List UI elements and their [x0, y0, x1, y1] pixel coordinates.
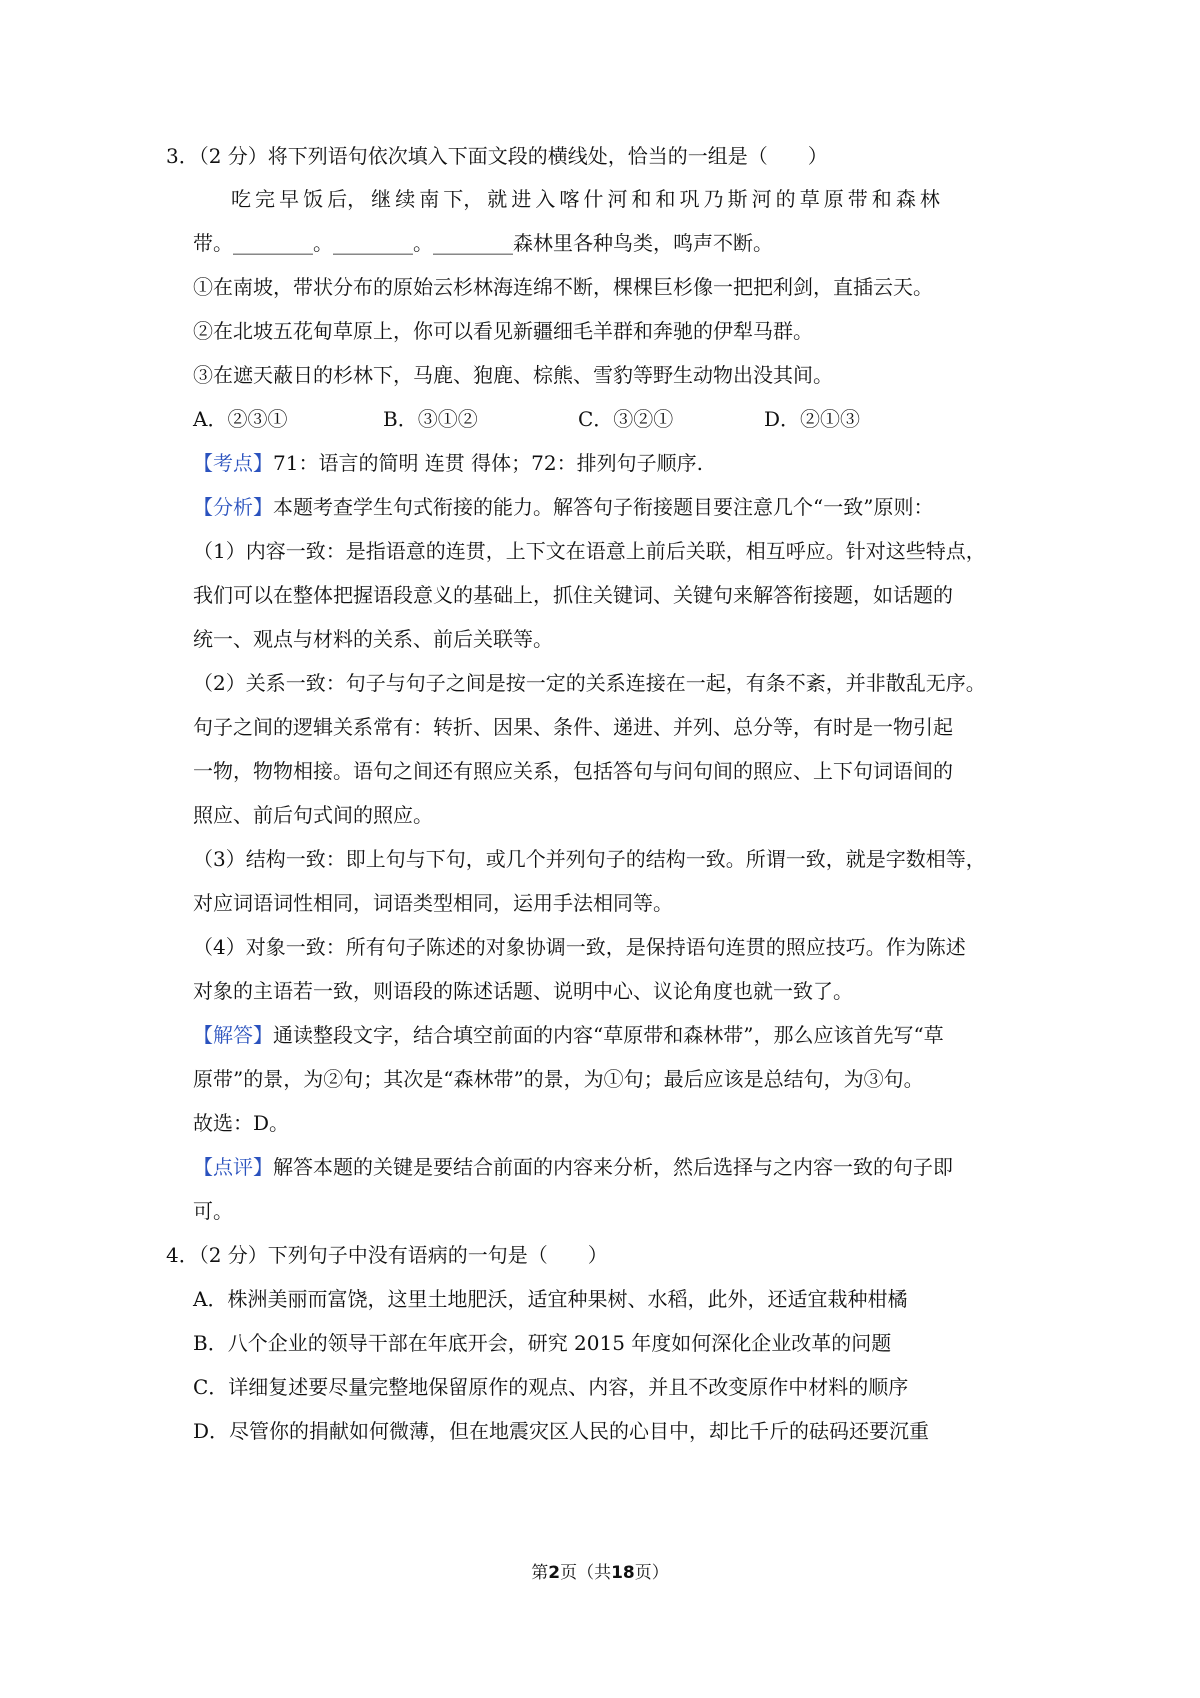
dianping-line-1	[193, 1153, 953, 1181]
passage-char: 巩	[679, 187, 700, 211]
principle-2-line-4: 照应、前后句式间的照应。	[193, 803, 433, 827]
passage-char: 饭	[303, 187, 324, 211]
footer-total-pages: 18	[611, 1563, 635, 1583]
q4-option-b: B．八个企业的领导干部在年底开会，研究 2015 年度如何深化企业改革的问题	[193, 1331, 892, 1355]
principle-2-line-2: 句子之间的逻辑关系常有：转折、因果、条件、递进、并列、总分等，有时是一物引起	[193, 715, 953, 739]
passage-char: 什	[583, 187, 604, 211]
question-3-stem: 3．（2 分）将下列语句依次填入下面文段的横线处，恰当的一组是（ ）	[166, 144, 828, 168]
principle-1-line-1: （1）内容一致：是指语意的连贯，上下文在语意上前后关联，相互呼应。针对这些特点，	[193, 539, 986, 563]
footer-page-number: 2	[548, 1563, 561, 1583]
passage-char: 入	[535, 187, 556, 211]
passage-char: 和	[871, 187, 892, 211]
passage-char: 和	[631, 187, 652, 211]
principle-3-line-1: （3）结构一致：即上句与下句，或几个并列句子的结构一致。所谓一致，就是字数相等，	[193, 847, 986, 871]
passage-char: 河	[751, 187, 772, 211]
footer-post: 页）	[634, 1563, 669, 1583]
question-4-stem: 4．（2 分）下列句子中没有语病的一句是（ ）	[166, 1243, 608, 1267]
passage-char: 带	[847, 187, 868, 211]
fenxi-line	[193, 493, 933, 521]
passage-char: 南	[419, 187, 440, 211]
principle-1-line-2: 我们可以在整体把握语段意义的基础上，抓住关键词、关键句来解答衔接题，如话题的	[193, 583, 953, 607]
q4-option-a: A．株洲美丽而富饶，这里土地肥沃，适宜种果树、水稻，此外，还适宜栽种柑橘	[193, 1287, 908, 1311]
dianping-tag: 【点评】	[193, 1155, 273, 1179]
dianping-text: 解答本题的关键是要结合前面的内容来分析，然后选择与之内容一致的句子即	[273, 1155, 953, 1179]
kaodian-text: 71：语言的简明 连贯 得体；72：排列句子顺序.	[273, 451, 703, 475]
passage-char: 林	[919, 187, 940, 211]
passage-char: 原	[823, 187, 844, 211]
passage-line-1	[231, 185, 940, 213]
option-c: C．③②①	[578, 407, 674, 431]
passage-char: 后，	[327, 187, 368, 211]
principle-2-line-1: （2）关系一致：句子与句子之间是按一定的关系连接在一起，有条不紊，并非散乱无序。	[193, 671, 986, 695]
jieda-text: 通读整段文字，结合填空前面的内容“草原带和森林带”，那么应该首先写“草	[273, 1023, 944, 1047]
passage-char: 下，	[443, 187, 484, 211]
passage-char: 就	[487, 187, 508, 211]
passage-char: 的	[775, 187, 796, 211]
passage-char: 乃	[703, 187, 724, 211]
principle-2-line-3: 一物，物物相接。语句之间还有照应关系，包括答句与问句间的照应、上下句词语间的	[193, 759, 953, 783]
kaodian-tag: 【考点】	[193, 451, 273, 475]
jieda-line-3: 故选：D。	[193, 1111, 290, 1135]
sentence-item-3: ③在遮天蔽日的杉林下，马鹿、狍鹿、棕熊、雪豹等野生动物出没其间。	[193, 363, 833, 387]
principle-4-line-1: （4）对象一致：所有句子陈述的对象协调一致，是保持语句连贯的照应技巧。作为陈述	[193, 935, 966, 959]
footer-pre: 第	[531, 1563, 549, 1583]
option-a: A．②③①	[193, 407, 288, 431]
passage-char: 斯	[727, 187, 748, 211]
page-footer	[0, 1562, 1200, 1584]
principle-4-line-2: 对象的主语若一致，则语段的陈述话题、说明中心、议论角度也就一致了。	[193, 979, 853, 1003]
dianping-line-2: 可。	[193, 1199, 233, 1223]
q4-option-d: D．尽管你的捐献如何微薄，但在地震灾区人民的心目中，却比千斤的砝码还要沉重	[193, 1419, 930, 1443]
passage-char: 喀	[559, 187, 580, 211]
q4-option-c: C．详细复述要尽量完整地保留原作的观点、内容，并且不改变原作中材料的顺序	[193, 1375, 909, 1399]
passage-char: 森	[895, 187, 916, 211]
principle-3-line-2: 对应词语词性相同，词语类型相同，运用手法相同等。	[193, 891, 673, 915]
passage-char: 进	[511, 187, 532, 211]
passage-char: 河	[607, 187, 628, 211]
passage-char: 继	[371, 187, 392, 211]
passage-char: 吃	[231, 187, 251, 211]
passage-char: 早	[279, 187, 300, 211]
passage-char: 续	[395, 187, 416, 211]
sentence-item-2: ②在北坡五花甸草原上，你可以看见新疆细毛羊群和奔驰的伊犁马群。	[193, 319, 813, 343]
passage-char: 草	[799, 187, 820, 211]
footer-mid: 页（共	[560, 1563, 612, 1583]
fenxi-tag: 【分析】	[193, 495, 273, 519]
option-b: B．③①②	[383, 407, 478, 431]
principle-1-line-3: 统一、观点与材料的关系、前后关联等。	[193, 627, 553, 651]
jieda-line-2: 原带”的景，为②句；其次是“森林带”的景，为①句；最后应该是总结句，为③句。	[193, 1067, 924, 1091]
option-d: D．②①③	[764, 407, 861, 431]
fenxi-text: 本题考查学生句式衔接的能力。解答句子衔接题目要注意几个“一致”原则：	[273, 495, 934, 519]
jieda-tag: 【解答】	[193, 1023, 273, 1047]
passage-char: 完	[255, 187, 276, 211]
jieda-line-1	[193, 1021, 944, 1049]
kaodian-line	[193, 449, 703, 477]
passage-line-2: 带。________。________。________森林里各种鸟类，鸣声不断。	[193, 231, 773, 255]
passage-char: 和	[655, 187, 676, 211]
sentence-item-1: ①在南坡，带状分布的原始云杉林海连绵不断，棵棵巨杉像一把把利剑，直插云天。	[193, 275, 933, 299]
